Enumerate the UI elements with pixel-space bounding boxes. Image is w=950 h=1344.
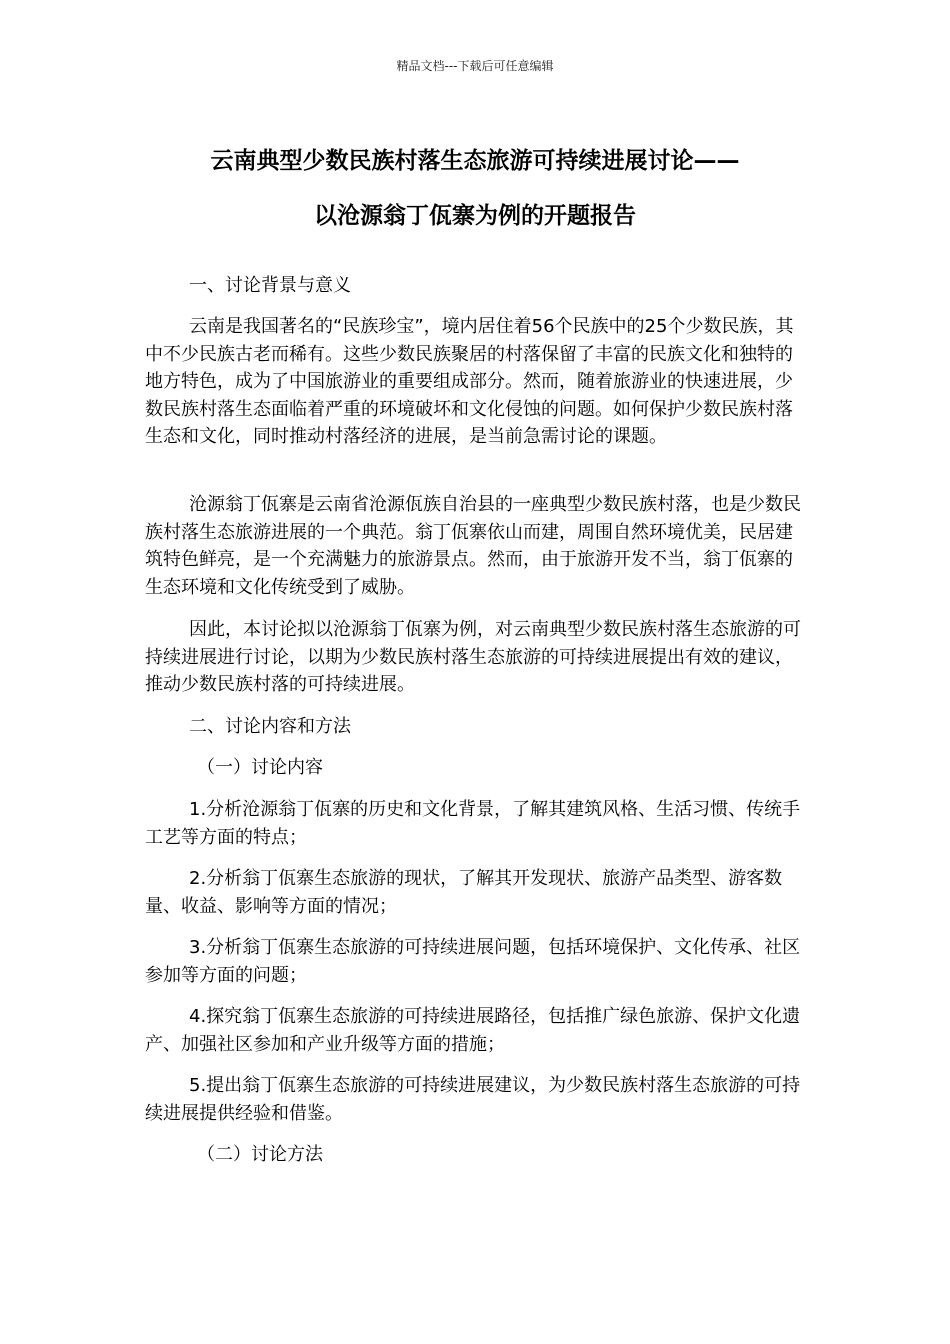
paragraph-3: 因此，本讨论拟以沧源翁丁佤寨为例，对云南典型少数民族村落生态旅游的可持续进展进行讨论，以期为少数民族村落生态旅游的可持续进展提出有效的建议，推动少数民族村落的可持续进展。 xyxy=(145,619,801,695)
title-line-2: 以沧源翁丁佤寨为例的开题报告 xyxy=(314,203,636,229)
section-heading-2: 二、讨论内容和方法 xyxy=(189,716,351,737)
page-header: 精品文档---下载后可任意编辑 xyxy=(396,59,554,73)
paragraph-2: 沧源翁丁佤寨是云南省沧源佤族自治县的一座典型少数民族村落，也是少数民族村落生态旅游进展的一个典范。翁丁佤寨依山而建，周围自然环境优美，民居建筑特色鲜亮，是一个充满魅力的旅游景点。然而，由于旅游开发不当，翁丁佤寨的生态环境和文化传统受到了威胁。 xyxy=(145,494,801,598)
section-heading-1: 一、讨论背景与意义 xyxy=(189,275,351,296)
title-line-1: 云南典型少数民族村落生态旅游可持续进展讨论—— xyxy=(210,148,740,174)
list-item-4: 4.探究翁丁佤寨生态旅游的可持续进展路径，包括推广绿色旅游、保护文化遗产、加强社区参加和产业升级等方面的措施； xyxy=(145,1006,801,1055)
subsection-heading-1: （一）讨论内容 xyxy=(197,757,323,778)
list-item-1: 1.分析沧源翁丁佤寨的历史和文化背景，了解其建筑风格、生活习惯、传统手工艺等方面的特点； xyxy=(145,799,801,848)
subsection-heading-2: （二）讨论方法 xyxy=(197,1144,323,1165)
list-item-3: 3.分析翁丁佤寨生态旅游的可持续进展问题，包括环境保护、文化传承、社区参加等方面的问题； xyxy=(145,937,801,986)
list-item-2: 2.分析翁丁佤寨生态旅游的现状，了解其开发现状、旅游产品类型、游客数量、收益、影响等方面的情况； xyxy=(145,868,783,917)
list-item-5: 5.提出翁丁佤寨生态旅游的可持续进展建议，为少数民族村落生态旅游的可持续进展提供经验和借鉴。 xyxy=(145,1075,801,1124)
paragraph-1: 云南是我国著名的“民族珍宝”，境内居住着56个民族中的25个少数民族，其中不少民族古老而稀有。这些少数民族聚居的村落保留了丰富的民族文化和独特的地方特色，成为了中国旅游业的重要组成部分。然而，随着旅游业的快速进展，少数民族村落生态面临着严重的环境破坏和文化侵蚀的问题。如何保护少数民族村落生态和文化，同时推动村落经济的进展，是当前急需讨论的课题。 xyxy=(145,316,794,447)
